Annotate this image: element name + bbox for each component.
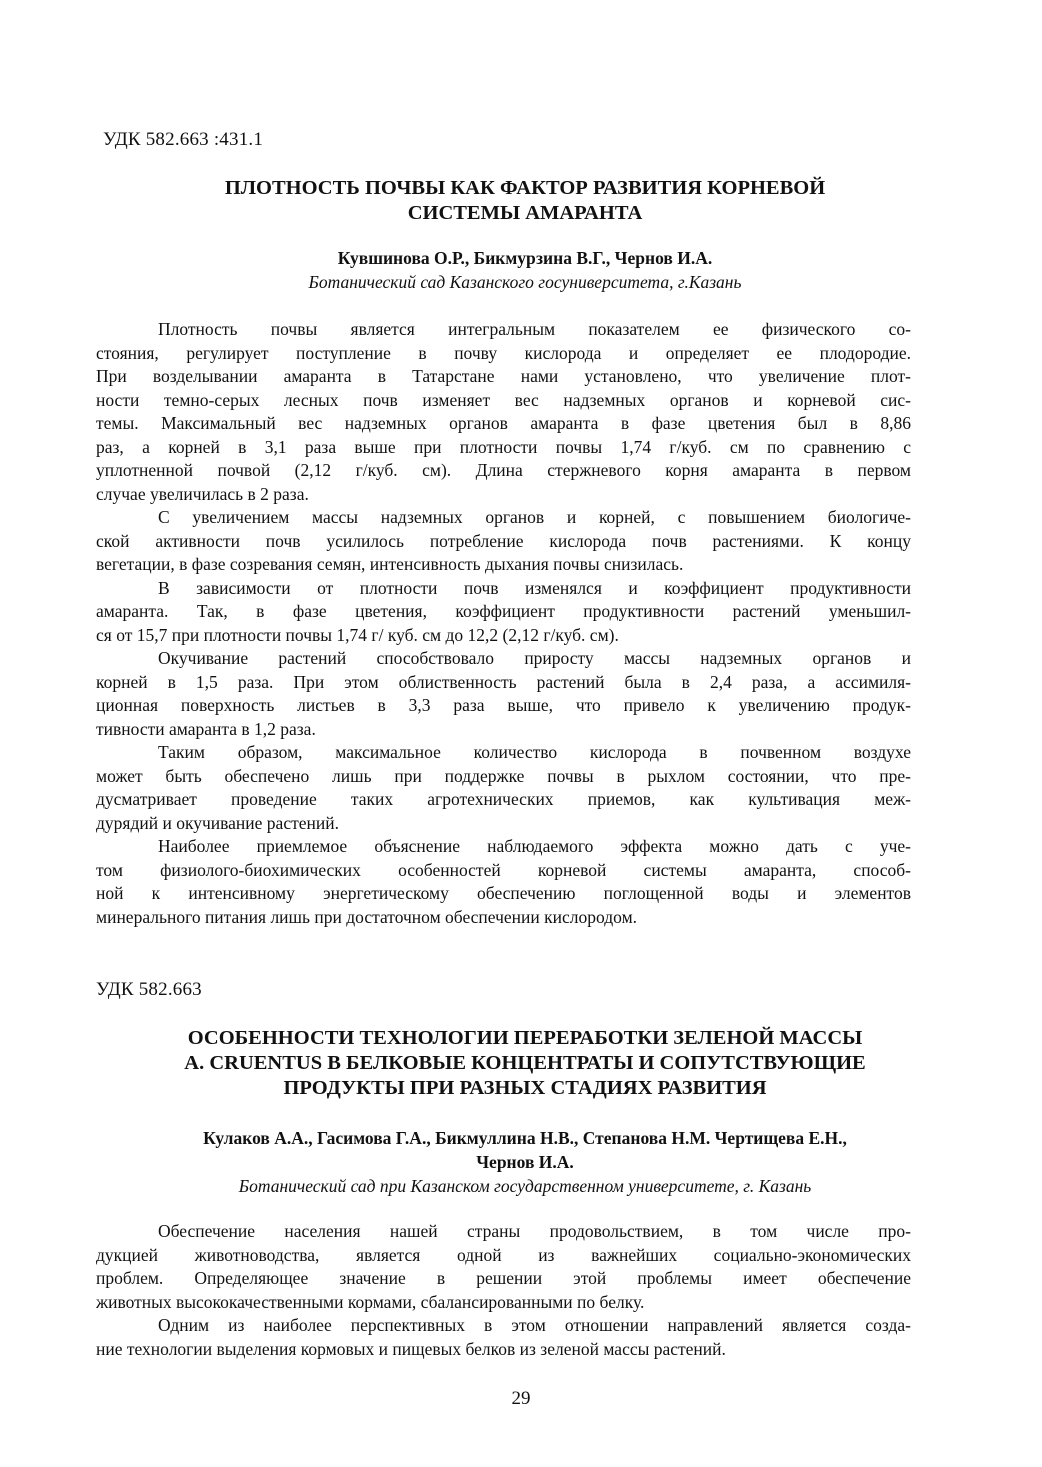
body-line: При возделывании амаранта в Татарстане нами установлено, что увеличение плот- [96, 366, 911, 386]
article-2-udk: УДК 582.663 [96, 979, 202, 1000]
body-line: вегетации, в фазе созревания семян, интенсивность дыхания почвы снизилась. [96, 554, 684, 574]
body-line: С увеличением массы надземных органов и корней, с повышением биологиче- [158, 507, 911, 527]
article-2-authors-line: Кулаков А.А., Гасимова Г.А., Бикмуллина Н.В., Степанова Н.М. Чертищева Е.Н., [203, 1128, 847, 1148]
body-line: проблем. Определяющее значение в решении этой проблемы имеет обеспечение [96, 1268, 911, 1288]
body-line: ной к интенсивному энергетическому обеспечению поглощенной воды и элементов [96, 883, 911, 903]
page-number: 29 [511, 1388, 531, 1409]
body-line: темы. Максимальный вес надземных органов амаранта в фазе цветения был в 8,86 [96, 413, 911, 433]
body-line: дукцией животноводства, является одной из важнейших социально-экономических [96, 1244, 911, 1265]
article-2-authors [100, 1126, 950, 1174]
body-line: В зависимости от плотности почв изменялся и коэффициент продуктивности [158, 577, 911, 598]
body-line: случае увеличилась в 2 раза. [96, 483, 309, 504]
body-line: Таким образом, максимальное количество кислорода в почвенном воздухе [158, 742, 911, 762]
body-line: Плотность почвы является интегральным показателем ее физического со- [158, 319, 911, 339]
article-1-body [96, 318, 911, 929]
article-2-authors-line: Чернов И.А. [476, 1152, 574, 1172]
body-line: Обеспечение населения нашей страны продовольствием, в том числе про- [158, 1221, 911, 1241]
article-1-authors-line: Кувшинова О.Р., Бикмурзина В.Г., Чернов И.А. [337, 248, 713, 268]
body-line: дусматривает проведение таких агротехнических приемов, как культивация меж- [96, 789, 911, 809]
body-line: животных высококачественными кормами, сбалансированными по белку. [96, 1291, 645, 1312]
body-line: может быть обеспечено лишь при поддержке почвы в рыхлом состоянии, что пре- [96, 765, 911, 786]
article-1-authors [100, 246, 950, 270]
body-line: дурядий и окучивание растений. [96, 812, 339, 833]
body-line: стояния, регулирует поступление в почву кислорода и определяет ее плодородие. [96, 342, 911, 363]
article-2-title-line: A. CRUENTUS В БЕЛКОВЫЕ КОНЦЕНТРАТЫ И СОПУТСТВУЮЩИЕ [184, 1052, 866, 1074]
body-line: ся от 15,7 при плотности почвы 1,74 г/ куб. см до 12,2 (2,12 г/куб. см). [96, 624, 619, 645]
article-1-title-line: СИСТЕМЫ АМАРАНТА [407, 202, 643, 224]
article-1-affiliation: Ботанический сад Казанского госуниверситета, г.Казань [308, 272, 742, 292]
body-line: Наиболее приемлемое объяснение наблюдаемого эффекта можно дать с уче- [158, 836, 911, 856]
body-line: ние технологии выделения кормовых и пищевых белков из зеленой массы растений. [96, 1338, 726, 1359]
body-line: амаранта. Так, в фазе цветения, коэффициент продуктивности растений уменьшил- [96, 601, 911, 621]
article-2-affiliation: Ботанический сад при Казанском государственном университете, г. Казань [238, 1176, 812, 1196]
body-line: ской активности почв усилилось потребление кислорода почв растениями. К концу [96, 530, 911, 551]
body-line: раз, а корней в 3,1 раза выше при плотности почвы 1,74 г/куб. см по сравнению с [96, 436, 911, 457]
body-line: том физиолого-биохимических особенностей корневой системы амаранта, способ- [96, 859, 911, 880]
article-1-udk: УДК 582.663 :431.1 [103, 129, 264, 150]
body-line: минерального питания лишь при достаточном обеспечении кислородом. [96, 906, 638, 927]
article-2-title-line: ОСОБЕННОСТИ ТЕХНОЛОГИИ ПЕРЕРАБОТКИ ЗЕЛЕНОЙ МАССЫ [187, 1027, 863, 1049]
article-2-title [100, 1026, 950, 1101]
body-line: ности темно-серых лесных почв изменяет вес надземных органов и корневой сис- [96, 389, 911, 410]
body-line: корней в 1,5 раза. При этом облиственность растений была в 2,4 раза, а ассимиля- [96, 671, 911, 692]
article-2-title-line: ПРОДУКТЫ ПРИ РАЗНЫХ СТАДИЯХ РАЗВИТИЯ [283, 1077, 767, 1099]
body-line: Окучивание растений способствовало приросту массы надземных органов и [158, 648, 911, 668]
article-2-body [96, 1220, 911, 1361]
body-line: уплотненной почвой (2,12 г/куб. см). Длина стержневого корня амаранта в первом [96, 460, 911, 480]
article-1-title [100, 176, 950, 226]
body-line: ционная поверхность листьев в 3,3 раза выше, что привело к увеличению продук- [96, 695, 911, 715]
body-line: Одним из наиболее перспективных в этом отношении направлений является созда- [158, 1315, 911, 1335]
body-line: тивности амаранта в 1,2 раза. [96, 718, 316, 739]
article-1-title-line: ПЛОТНОСТЬ ПОЧВЫ КАК ФАКТОР РАЗВИТИЯ КОРНЕВОЙ [224, 177, 826, 199]
